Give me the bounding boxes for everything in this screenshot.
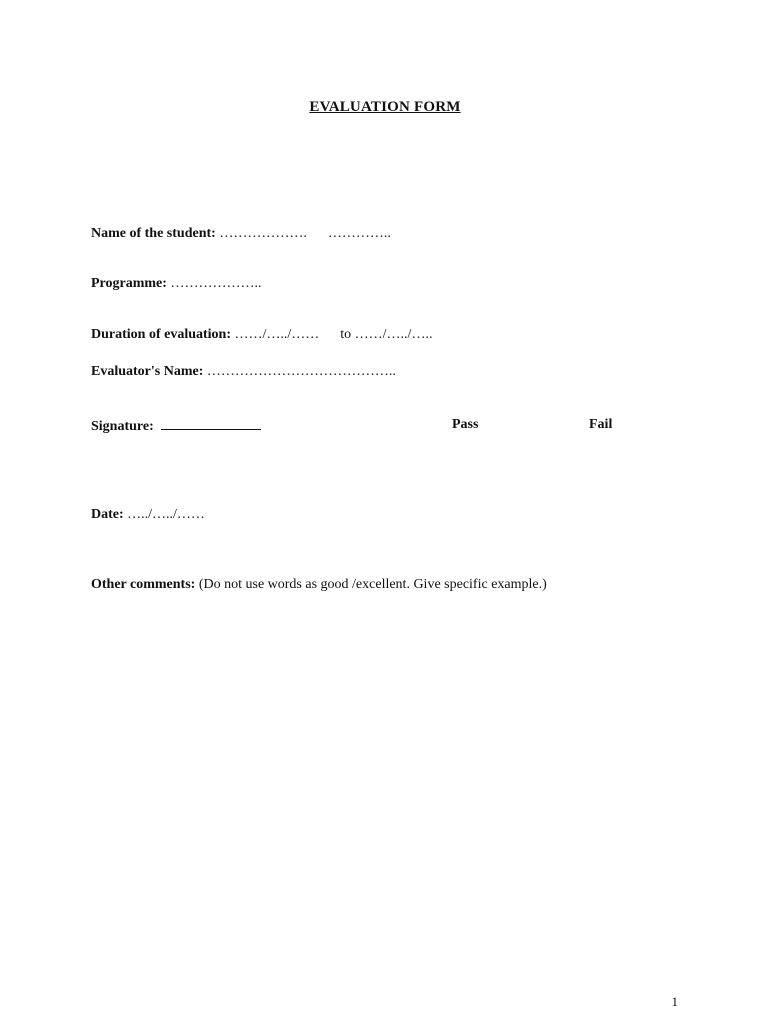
signature-label: Signature:	[91, 419, 154, 434]
evaluator-label: Evaluator's Name:	[91, 364, 204, 379]
date-blank[interactable]: …../…../……	[127, 507, 205, 522]
duration-to-blank[interactable]: ……/…../…..	[354, 327, 433, 342]
comments-instruction: (Do not use words as good /excellent. Give specific example.)	[198, 577, 547, 592]
programme-label: Programme:	[91, 276, 167, 291]
evaluator-row	[91, 364, 396, 380]
duration-label: Duration of evaluation:	[91, 327, 231, 342]
comments-label: Other comments:	[91, 577, 196, 592]
student-name-row	[91, 226, 391, 242]
duration-row	[91, 327, 432, 343]
duration-from-blank[interactable]: ……/…../……	[234, 327, 320, 342]
duration-to-word: to	[340, 327, 352, 342]
pass-option[interactable]: Pass	[452, 417, 479, 432]
evaluator-blank[interactable]: …………………………………..	[206, 364, 396, 379]
comments-row	[91, 577, 547, 593]
signature-row	[91, 417, 261, 435]
signature-line[interactable]	[161, 417, 261, 430]
student-name-label: Name of the student:	[91, 226, 216, 241]
programme-row	[91, 276, 261, 292]
form-title: EVALUATION FORM	[309, 99, 461, 115]
date-row	[91, 507, 205, 523]
fail-option[interactable]: Fail	[589, 417, 613, 432]
student-name-blank-1[interactable]: ……………….	[219, 226, 307, 241]
page-number: 1	[671, 994, 678, 1009]
programme-blank[interactable]: ………………..	[170, 276, 262, 291]
student-name-blank-2[interactable]: …………..	[327, 226, 391, 241]
date-label: Date:	[91, 507, 124, 522]
